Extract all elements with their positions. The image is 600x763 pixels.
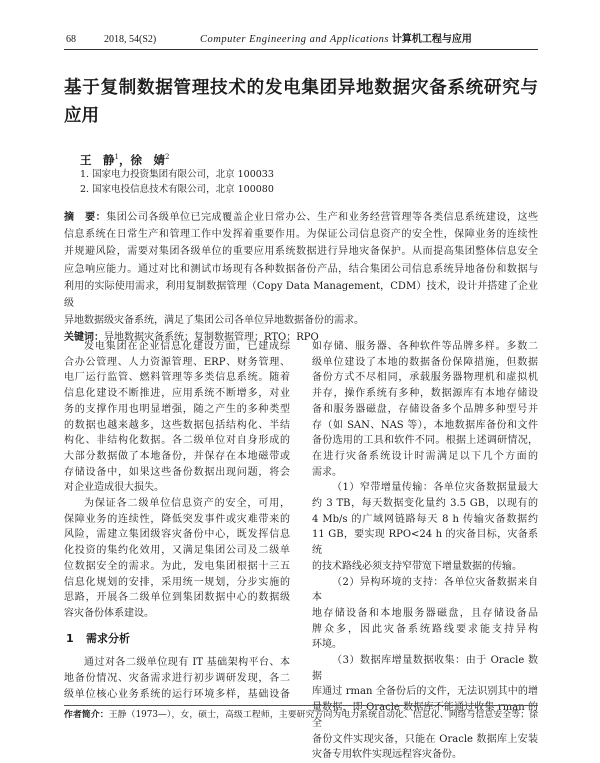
body-line: 需求。 — [312, 466, 342, 478]
abstract-line: 利用的实际使用需求，利用复制数据管理（Copy Data Management，CDM）技术，设计并搭建了企业级 — [64, 280, 538, 310]
body-line: 保障业务的连续性，降低突发事件或灾难带来的 — [64, 513, 290, 525]
journal-name-en: Computer Engineering and Applications — [200, 34, 389, 45]
body-line: 灾备专用软件实现远程容灾备份。 — [312, 749, 462, 761]
title-line: 应用 — [64, 106, 99, 126]
abstract-text: 集团公司各级单位已完成覆盖企业日常办公、生产和业务经营管理等各类信息系统建设，这些 — [106, 212, 539, 223]
body-line: 备份方式不尽相同，承载服务器物理机和虚拟机 — [312, 372, 538, 384]
body-line: 库通过 rman 全备份后的文件，无法识别其中的增 — [312, 686, 538, 698]
body-line: （2）异构环境的支持：各单位灾备数据来自本 — [312, 576, 538, 604]
body-line: 备份文件实现灾备，只能在 Oracle 数据库上安装 — [312, 733, 538, 745]
keywords-label: 关键词： — [64, 332, 104, 344]
footnote-line — [64, 708, 538, 722]
body-line: 构化、非结构化数据。各二级单位对自身形成的 — [64, 435, 290, 447]
abstract-line — [64, 209, 538, 226]
header-rule — [64, 49, 538, 50]
body-line: 备份选用的工具和软件不同。根据上述调研情况， — [312, 435, 538, 447]
body-line: 思路，开展各二级单位到集团数据中心的数据级 — [64, 592, 290, 604]
body-line: （3）数据库增量数据收集：由于 Oracle 数据 — [312, 655, 538, 682]
keywords-text: 异地数据灾备系统；复制数据管理；RTO；RPO — [104, 332, 319, 344]
running-header — [66, 33, 538, 46]
body-line: 信息化规划的安排，采用统一规划，分步实施的 — [64, 576, 290, 588]
body-line: 的技术路线必须支持窄带宽下增量数据的传输。 — [312, 560, 522, 572]
footnote-text: 王静（1973—），女，硕士，高级工程师，主要研究方向为电力系统自动化、信息化、网络与信息安全等；徐 — [108, 710, 538, 720]
footnote-rule — [64, 705, 538, 706]
body-line: 11 GB，要实现 RPO<24 h 的灾备目标，灾备系统 — [312, 529, 538, 557]
author-name: 徐 婧 — [130, 153, 165, 167]
section-title: 需求分析 — [86, 631, 130, 645]
issue-info: 2018, 54(S2) — [104, 34, 157, 45]
section-heading — [64, 622, 290, 656]
body-line: 级单位核心业务系统的运行环境多样，基础设备 — [64, 688, 290, 700]
body-line: 约 3 TB，每天数据变化量约 3.5 GB，以现有的 — [312, 498, 538, 510]
body-line: 并存，操作系统有多种，数据源库有本地存储设 — [312, 388, 538, 400]
affiliation: 2. 国家电投信息技术有限公司，北京 100080 — [80, 184, 274, 195]
author-affiliation-mark: 1 — [114, 153, 119, 161]
body-line: 4 Mb/s 的广域网链路每天 8 h 传输灾备数据约 — [312, 513, 538, 525]
body-line: 容灾备份体系建设。 — [64, 607, 154, 619]
journal-name-cn: 计算机工程与应用 — [391, 34, 472, 45]
title-line: 基于复制数据管理技术的发电集团异地数据灾备系统研究与 — [64, 78, 538, 98]
abstract-label: 摘 要： — [64, 212, 107, 223]
section-number: 1 — [66, 631, 74, 645]
journal-name — [200, 33, 472, 46]
body-line: 级单位建设了本地的数据备份保障措施，但数据 — [312, 356, 538, 368]
body-column-right — [312, 339, 538, 763]
author-affiliation-mark: 2 — [164, 153, 170, 161]
body-column-left — [64, 339, 290, 702]
body-line: 化投资的集约化效用，又满足集团公司及二级单 — [64, 545, 290, 557]
body-line: 合办公管理、人力资源管理、ERP、财务管理、 — [64, 356, 290, 368]
body-line: 地备份情况、灾备需求进行初步调研发现，各二 — [64, 672, 290, 684]
body-line: 务的支撑作用也明显增强，随之产生的多种类型 — [64, 403, 290, 415]
abstract-line: 异地数据级灾备系统，满足了集团公司各单位异地数据备份的需求。 — [64, 315, 364, 327]
affiliation: 1. 国家电力投资集团有限公司，北京 100033 — [80, 169, 274, 180]
body-line: 在进行灾备系统设计时需满足以下几个方面的 — [312, 450, 538, 462]
body-line: 存（如 SAN、NAS 等），本地数据库备份和文件 — [312, 419, 538, 431]
body-line: 的数据也越来越多，这些数据包括结构化、半结 — [64, 419, 290, 431]
footnote-label: 作者简介： — [64, 710, 109, 720]
body-line: 牌众多，因此灾备系统路线要求能支持异构 — [312, 623, 538, 635]
body-line: 备和服务器磁盘，存储设备多个品牌多种型号并 — [312, 403, 538, 415]
author-list — [80, 149, 169, 168]
body-line: 对企业造成很大损失。 — [64, 482, 164, 494]
body-line: 位数据安全的需求。为此，发电集团根据十三五 — [64, 560, 290, 572]
abstract-line: 应急响应能力。通过对比和测试市场现有各种数据备份产品，结合集团公司信息系统异地备份和数据与 — [64, 263, 538, 275]
paper-title — [64, 74, 538, 130]
body-line: 信息化建设不断推进，应用系统不断增多，对业 — [64, 388, 290, 400]
affiliations — [80, 167, 274, 197]
body-line: 发电集团在企业信息化建设方面，已建成综 — [84, 341, 290, 352]
body-line: 量数据，即 Oracle 数据库不能通过收集 rman 的全 — [312, 702, 538, 729]
abstract-line: 并规避风险，需要对集团各级单位的重要应用系统数据进行异地灾备保护。从而提高集团整体信息安全 — [64, 246, 538, 258]
body-line: 电厂运行监管、燃料管理等多类信息系统。随着 — [64, 372, 290, 384]
body-line: 大部分数据做了本地备份，并保存在本地磁带或 — [64, 450, 290, 462]
author-footnote — [64, 708, 538, 722]
body-line: 为保证各二级单位信息资产的安全，可用， — [84, 498, 290, 510]
body-line: 地存储设备和本地服务器磁盘，且存储设备品 — [312, 607, 538, 619]
page-number: 68 — [66, 34, 76, 45]
abstract-line: 信息系统在日常生产和管理工作中发挥着重要作用。为保证公司信息资产的安全性，保障业务的连续性 — [64, 229, 538, 241]
abstract — [64, 209, 538, 347]
body-line: 环境。 — [312, 639, 342, 651]
body-line: 风险，需建立集团级容灾备份中心，既发挥信息 — [64, 529, 290, 541]
body-line: 存储设备中，如果这些备份数据出现问题，将会 — [64, 466, 290, 478]
body-line: 通过对各二级单位现有 IT 基础架构平台、本 — [84, 657, 290, 669]
author-name: 王 静 — [80, 153, 115, 167]
body-line: 如存储、服务器、各种软件等品牌多样。多数二 — [312, 341, 538, 352]
author-separator: ， — [118, 153, 131, 167]
body-line: （1）窄带增量传输：各单位灾备数据量最大 — [332, 482, 538, 494]
